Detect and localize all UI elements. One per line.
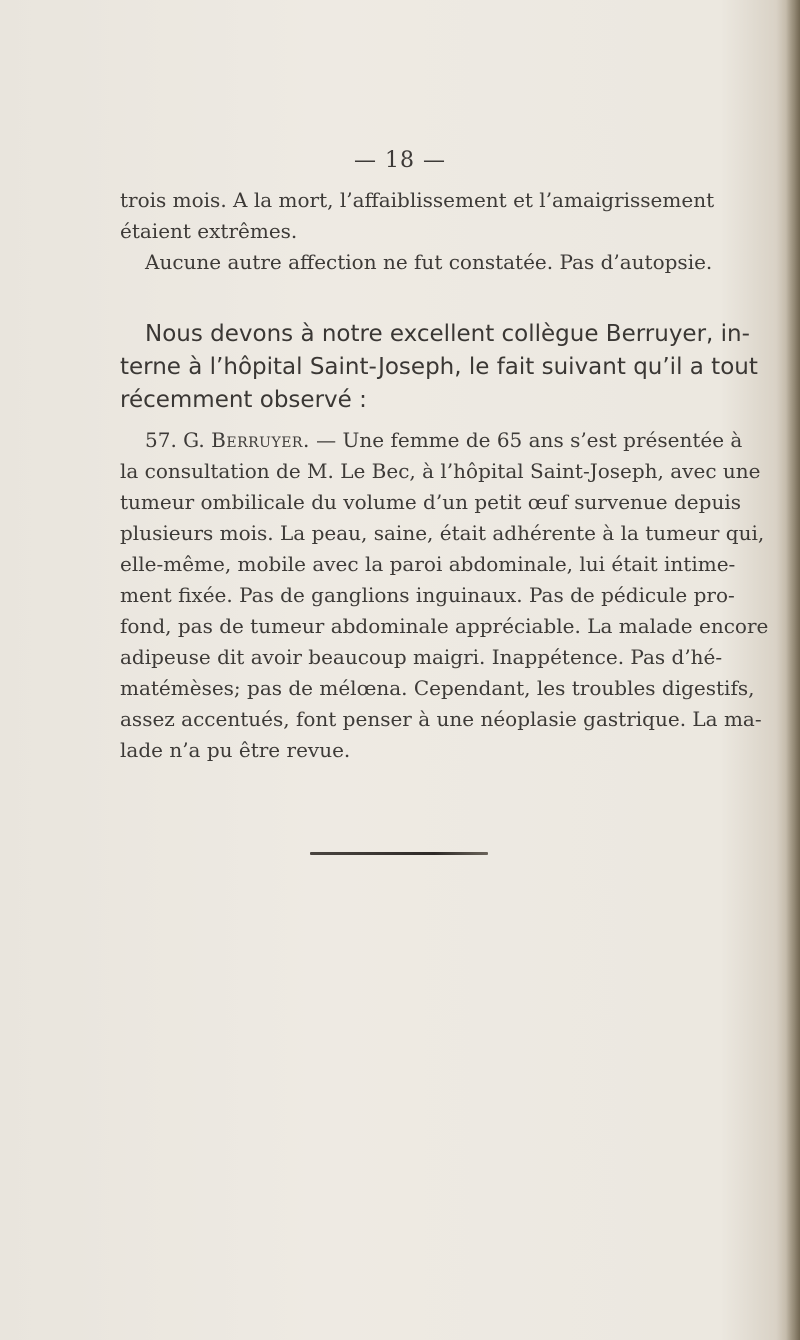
text-line: elle-même, mobile avec la paroi abdominale, lui était intime-: [120, 552, 736, 576]
section-divider: [310, 852, 488, 855]
author-name: Berruyer.: [211, 428, 310, 452]
case-number: 57. G.: [145, 428, 212, 452]
text-line: matémèses; pas de mélœna. Cependant, les troubles digestifs,: [120, 676, 755, 700]
text-line: trois mois. A la mort, l’affaiblissement et l’amaigrissement: [120, 188, 715, 212]
text-line: adipeuse dit avoir beaucoup maigri. Inappétence. Pas d’hé-: [120, 645, 723, 669]
paragraph-1: [120, 185, 715, 278]
text-line: Aucune autre affection ne fut constatée. Pas d’autopsie.: [145, 250, 713, 274]
text-line: Nous devons à notre excellent collègue Berruyer, in-: [145, 321, 750, 347]
text-line: étaient extrêmes.: [120, 219, 298, 243]
page-number: — 18 —: [354, 148, 446, 173]
text-line: ment fixée. Pas de ganglions inguinaux. Pas de pédicule pro-: [120, 583, 735, 607]
text-line: lade n’a pu être revue.: [120, 738, 351, 762]
page-edge-shadow: [786, 0, 800, 1340]
text-line: terne à l’hôpital Saint-Joseph, le fait suivant qu’il a tout: [120, 354, 758, 380]
text-line: tumeur ombilicale du volume d’un petit œuf survenue depuis: [120, 490, 741, 514]
first-line-text: — Une femme de 65 ans s’est présentée à: [309, 428, 743, 452]
text-line: plusieurs mois. La peau, saine, était adhérente à la tumeur qui,: [120, 521, 765, 545]
text-line: assez accentués, font penser à une néoplasie gastrique. La ma-: [120, 707, 762, 731]
text-line-first: [120, 425, 743, 456]
paragraph-2: [120, 318, 758, 417]
paragraph-3: [120, 425, 769, 766]
text-line: fond, pas de tumeur abdominale appréciable. La malade encore: [120, 614, 769, 638]
text-line: récemment observé :: [120, 387, 367, 413]
text-line: la consultation de M. Le Bec, à l’hôpital Saint-Joseph, avec une: [120, 459, 761, 483]
